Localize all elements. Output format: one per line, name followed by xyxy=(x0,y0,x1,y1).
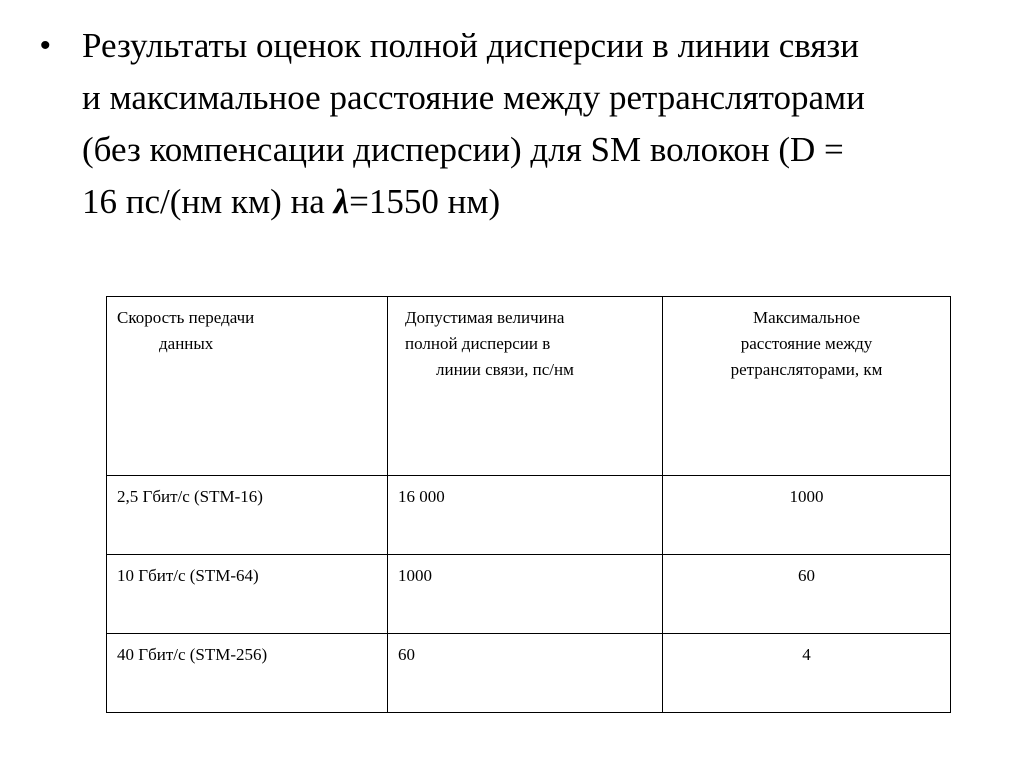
table-header-row xyxy=(107,297,951,476)
cell-speed: 10 Гбит/с (STM-64) xyxy=(107,555,388,634)
header-distance-line-1: Максимальное xyxy=(752,308,861,327)
bullet-line-4 xyxy=(82,176,997,228)
header-distance-line-3: ретрансляторами, км xyxy=(730,360,883,379)
lambda-symbol: λ xyxy=(333,182,350,221)
header-dispersion-line-2: полной дисперсии в xyxy=(405,334,551,353)
header-distance-line-2: расстояние между xyxy=(740,334,873,353)
header-cell-dispersion xyxy=(388,297,663,476)
cell-dispersion: 16 000 xyxy=(388,476,663,555)
table-row xyxy=(107,634,951,713)
header-speed-line-1: Скорость передачи xyxy=(117,308,255,327)
header-dispersion-line-3: линии связи, пс/нм xyxy=(436,360,574,379)
header-dispersion-line-1: Допустимая величина xyxy=(405,308,565,327)
bullet-line-1: Результаты оценок полной дисперсии в линии связи xyxy=(82,26,859,65)
cell-distance: 4 xyxy=(663,634,951,713)
cell-speed: 40 Гбит/с (STM-256) xyxy=(107,634,388,713)
cell-dispersion: 60 xyxy=(388,634,663,713)
cell-distance: 1000 xyxy=(663,476,951,555)
header-cell-speed xyxy=(107,297,388,476)
dispersion-table xyxy=(106,296,951,713)
table-row xyxy=(107,555,951,634)
cell-dispersion: 1000 xyxy=(388,555,663,634)
bullet-marker: • xyxy=(40,29,51,62)
cell-distance: 60 xyxy=(663,555,951,634)
header-speed-line-2: данных xyxy=(159,334,214,353)
bullet-text xyxy=(82,20,997,228)
bullet-line-4-suffix: =1550 нм) xyxy=(349,182,501,221)
header-cell-distance xyxy=(663,297,951,476)
bullet-line-4-prefix: 16 пс/(нм км) на xyxy=(82,182,334,221)
table-row xyxy=(107,476,951,555)
cell-speed: 2,5 Гбит/с (STM-16) xyxy=(107,476,388,555)
bullet-line-2: и максимальное расстояние между ретрансляторами xyxy=(82,78,865,117)
bullet-line-3: (без компенсации дисперсии) для SM волокон (D = xyxy=(82,130,844,169)
